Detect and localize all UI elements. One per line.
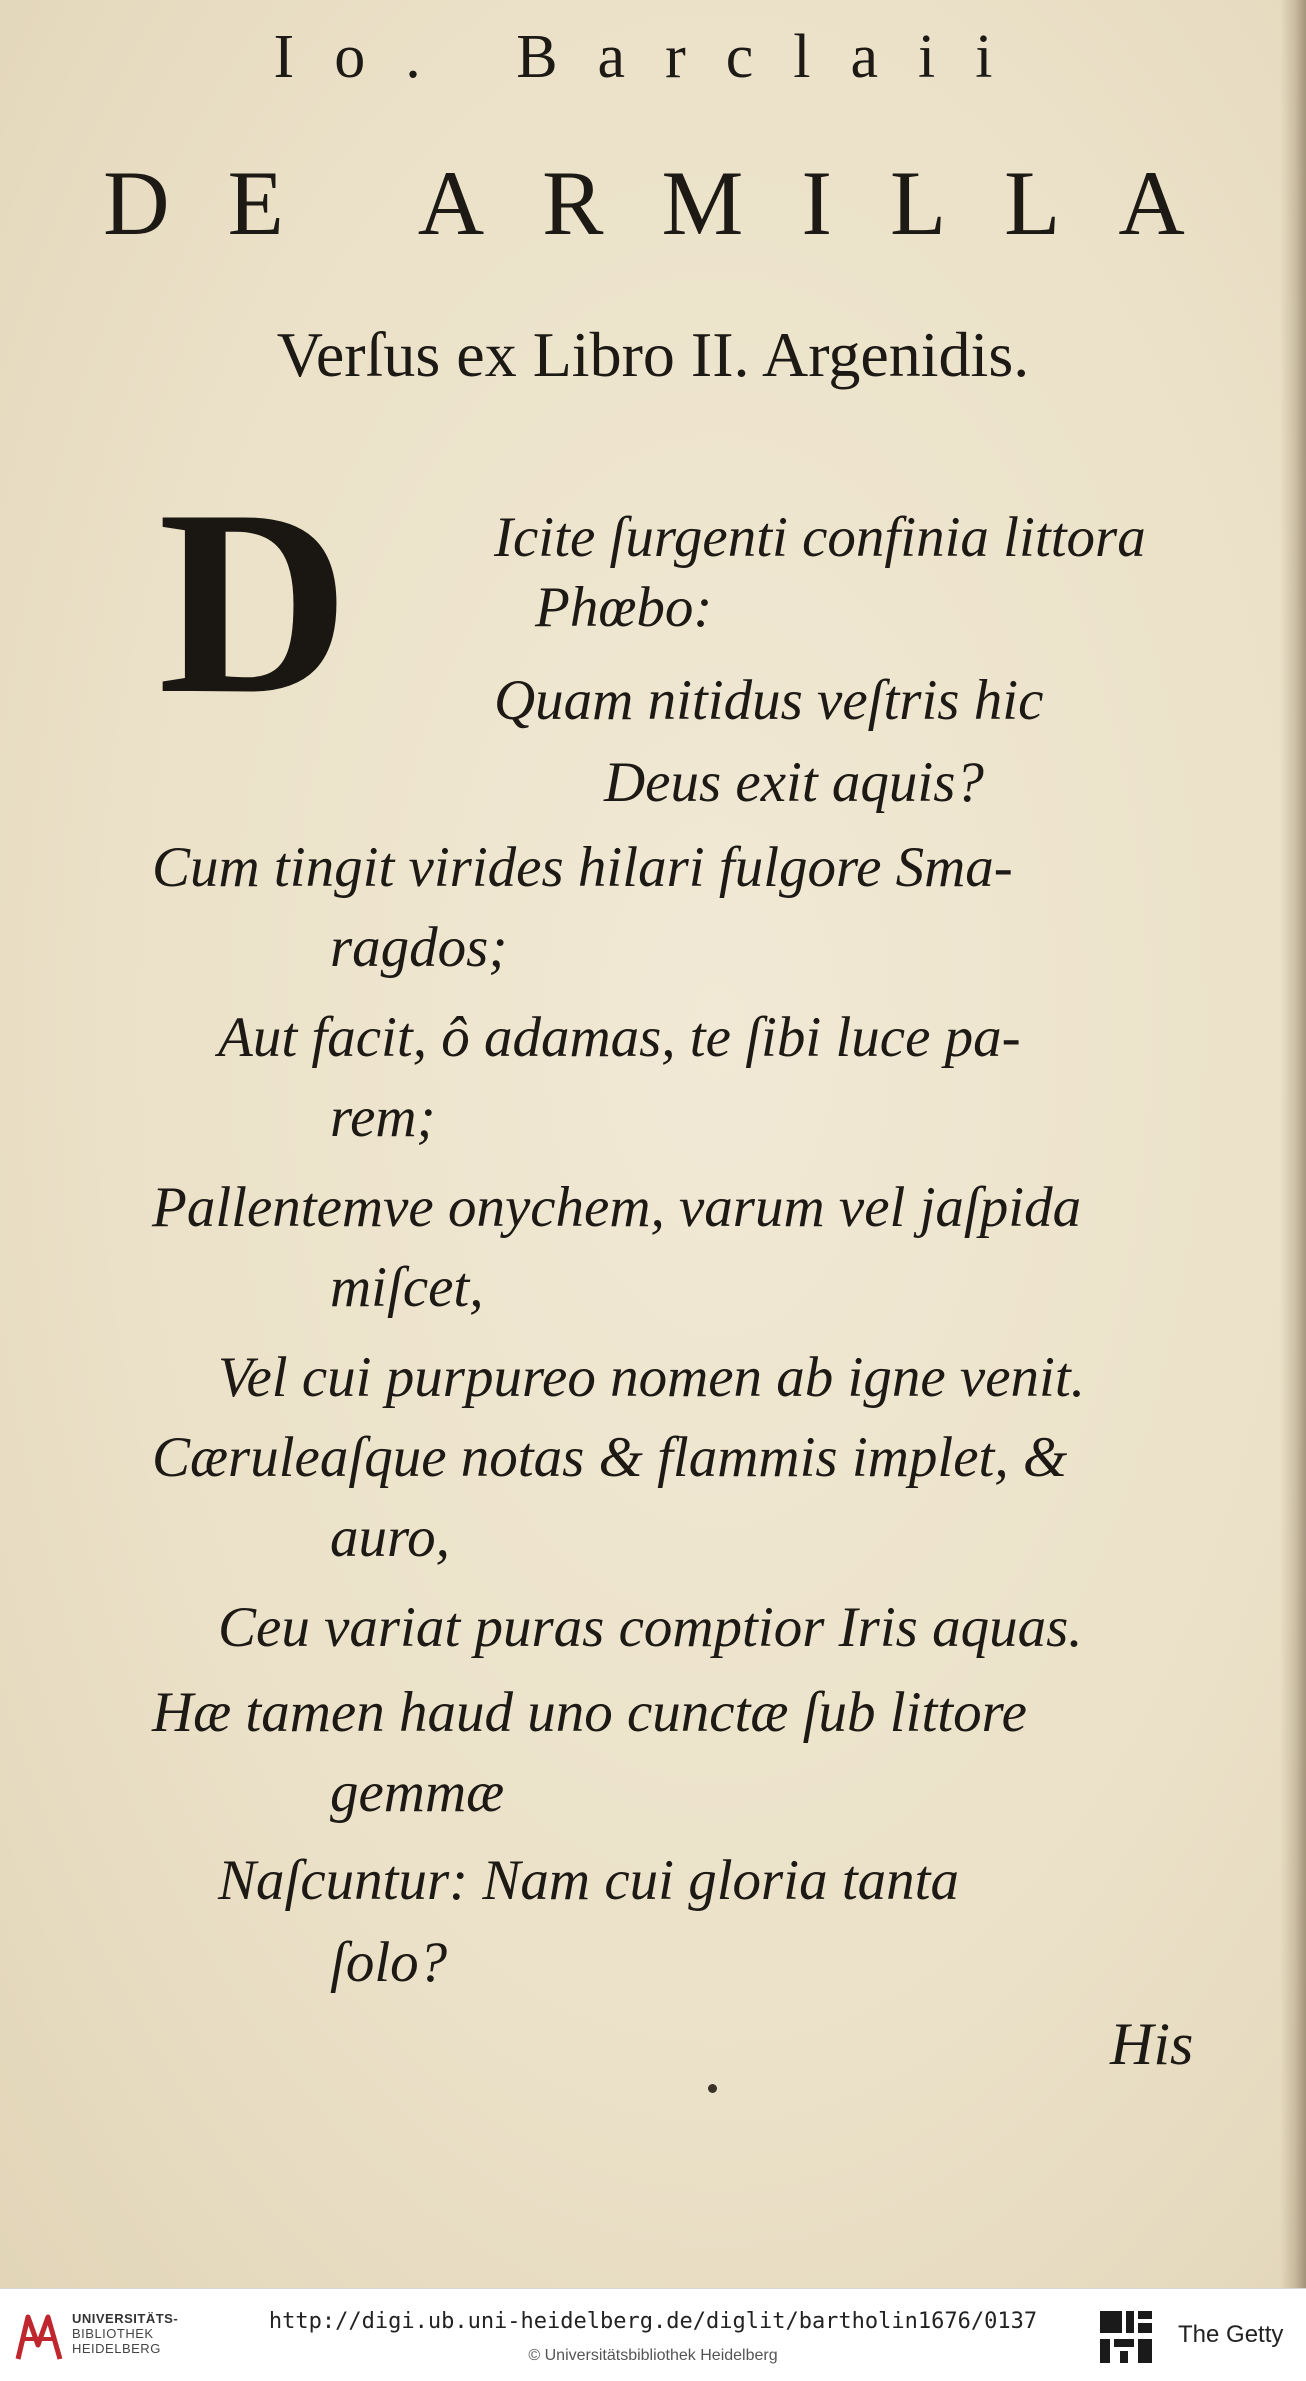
catchword: His xyxy=(1110,2011,1194,2077)
verse-line: Hæ tamen haud uno cunctæ ſub littore xyxy=(152,1681,1027,1744)
poem-subtitle: Verſus ex Libro II. Argenidis. xyxy=(276,319,1030,390)
verse-line: Ceu variat puras comptior Iris aquas. xyxy=(218,1596,1083,1659)
poem-title: DE ARMILLA xyxy=(103,152,1243,254)
verse-line: Icite ſurgenti confinia littora xyxy=(494,506,1146,569)
getty-logo-icon[interactable] xyxy=(1096,2307,1156,2367)
verse-line: Aut facit, ô adamas, te ſibi luce pa- xyxy=(218,1006,1021,1069)
verse-line: Vel cui purpureo nomen ab igne venit. xyxy=(218,1346,1085,1409)
verse-line: Cum tingit virides hilari fulgore Sma- xyxy=(152,836,1013,899)
verse-line: miſcet, xyxy=(330,1256,484,1319)
verse-line: Phœbo: xyxy=(535,576,713,639)
verse-line: Deus exit aquis? xyxy=(604,751,984,814)
verse-line: rem; xyxy=(330,1086,436,1149)
verse-line: gemmæ xyxy=(330,1761,505,1824)
permalink-url[interactable]: http://digi.ub.uni-heidelberg.de/diglit/bartholin1676/0137 xyxy=(268,2309,1038,2334)
verse-line: Pallentemve onychem, varum vel jaſpida xyxy=(152,1176,1082,1239)
copyright-notice: © Universitätsbibliothek Heidelberg xyxy=(528,2347,778,2364)
ink-speck xyxy=(708,2084,717,2093)
drop-cap: D xyxy=(158,456,350,749)
verse-line: Quam nitidus veſtris hic xyxy=(494,669,1044,732)
running-head: Io. Barclaii xyxy=(273,23,1033,91)
verse-line: auro, xyxy=(330,1506,450,1569)
library-name: UNIVERSITÄTS- BIBLIOTHEK HEIDELBERG xyxy=(72,2311,179,2356)
verse-line: Naſcuntur: Nam cui gloria tanta xyxy=(218,1849,959,1912)
verse-line: ragdos; xyxy=(330,916,508,979)
viewer-footer xyxy=(0,2288,1306,2381)
partner-name[interactable]: The Getty xyxy=(1178,2321,1284,2348)
verse-line: Cæruleaſque notas & flammis implet, & xyxy=(152,1426,1068,1489)
verse-line: ſolo? xyxy=(330,1931,448,1994)
